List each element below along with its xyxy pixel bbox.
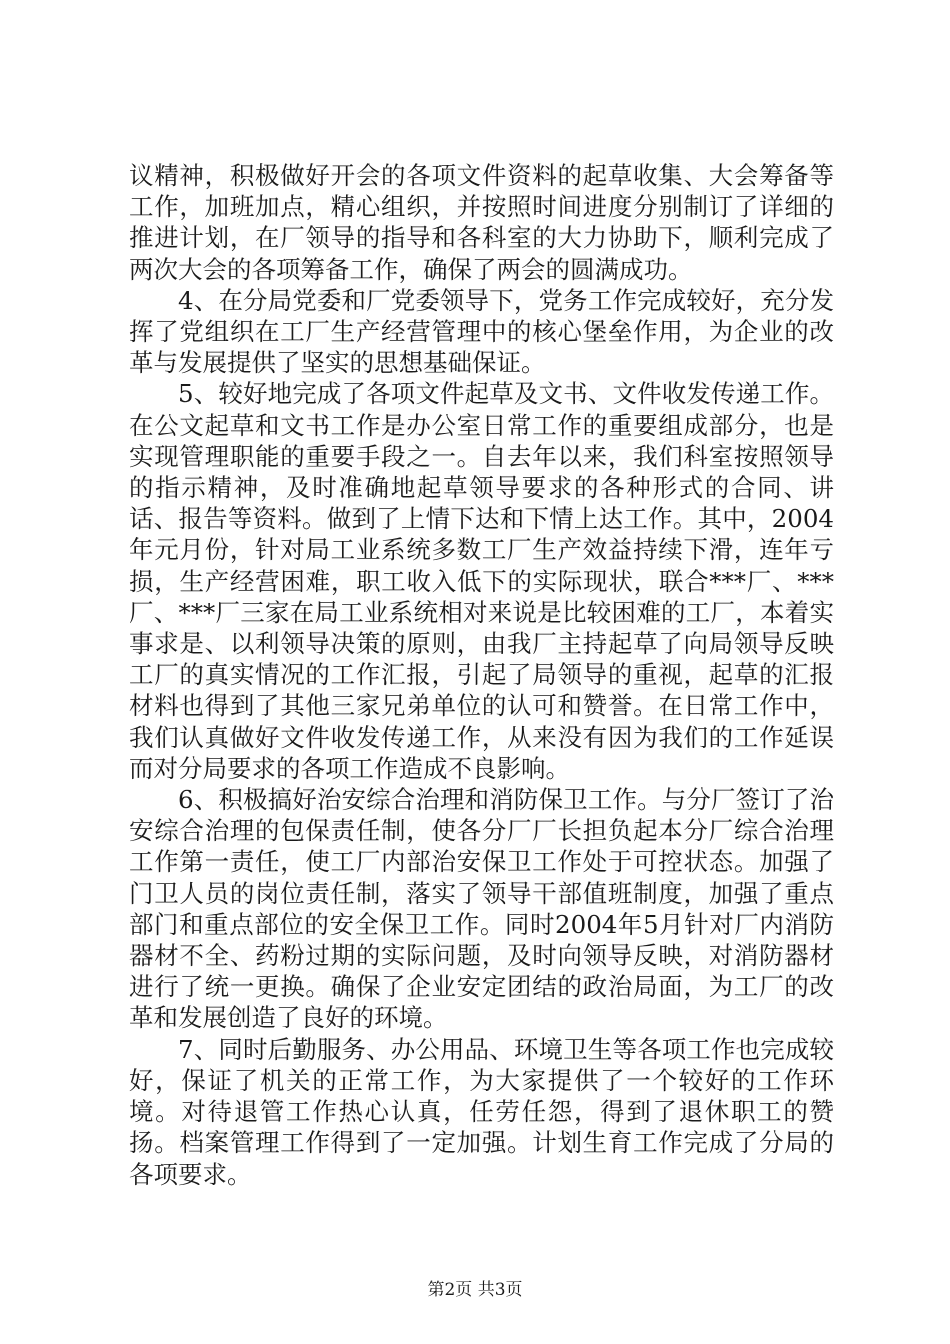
document-body (129, 160, 834, 1190)
page-footer: 第2页 共3页 (427, 1280, 523, 1300)
paragraph-item-5: 5、较好地完成了各项文件起草及文书、文件收发传递工作。在公文起草和文书工作是办公室日常工作的重要组成部分，也是实现管理职能的重要手段之一。自去年以来，我们科室按照领导的指示精神，及时准确地起草领导要求的各种形式的合同、讲话、报告等资料。做到了上情下达和下情上达工作。其中，2004年元月份，针对局工业系统多数工厂生产效益持续下滑，连年亏损，生产经营困难，职工收入低下的实际现状，联合***厂、***厂、***厂三家在局工业系统相对来说是比较困难的工厂，本着实事求是、以利领导决策的原则，由我厂主持起草了向局领导反映工厂的真实情况的工作汇报，引起了局领导的重视，起草的汇报材料也得到了其他三家兄弟单位的认可和赞誉。在日常工作中，我们认真做好文件收发传递工作，从来没有因为我们的工作延误而对分局要求的各项工作造成不良影响。 (129, 379, 834, 783)
paragraph-item-4: 4、在分局党委和厂党委领导下，党务工作完成较好，充分发挥了党组织在工厂生产经营管理中的核心堡垒作用，为企业的改革与发展提供了坚实的思想基础保证。 (129, 285, 834, 378)
paragraph-item-7: 7、同时后勤服务、办公用品、环境卫生等各项工作也完成较好，保证了机关的正常工作，为大家提供了一个较好的工作环境。对待退管工作热心认真，任劳任怨，得到了退休职工的赞扬。档案管理工作得到了一定加强。计划生育工作完成了分局的各项要求。 (129, 1034, 834, 1189)
paragraph-item-6: 6、积极搞好治安综合治理和消防保卫工作。与分厂签订了治安综合治理的包保责任制，使各分厂厂长担负起本分厂综合治理工作第一责任，使工厂内部治安保卫工作处于可控状态。加强了门卫人员的岗位责任制，落实了领导干部值班制度，加强了重点部门和重点部位的安全保卫工作。同时2004年5月针对厂内消防器材不全、药粉过期的实际问题，及时向领导反映，对消防器材进行了统一更换。确保了企业安定团结的政治局面，为工厂的改革和发展创造了良好的环境。 (129, 785, 834, 1033)
paragraph-continuation: 议精神，积极做好开会的各项文件资料的起草收集、大会筹备等工作，加班加点，精心组织，并按照时间进度分别制订了详细的推进计划，在厂领导的指导和各科室的大力协助下，顺利完成了两次大会的各项筹备工作，确保了两会的圆满成功。 (129, 161, 834, 284)
